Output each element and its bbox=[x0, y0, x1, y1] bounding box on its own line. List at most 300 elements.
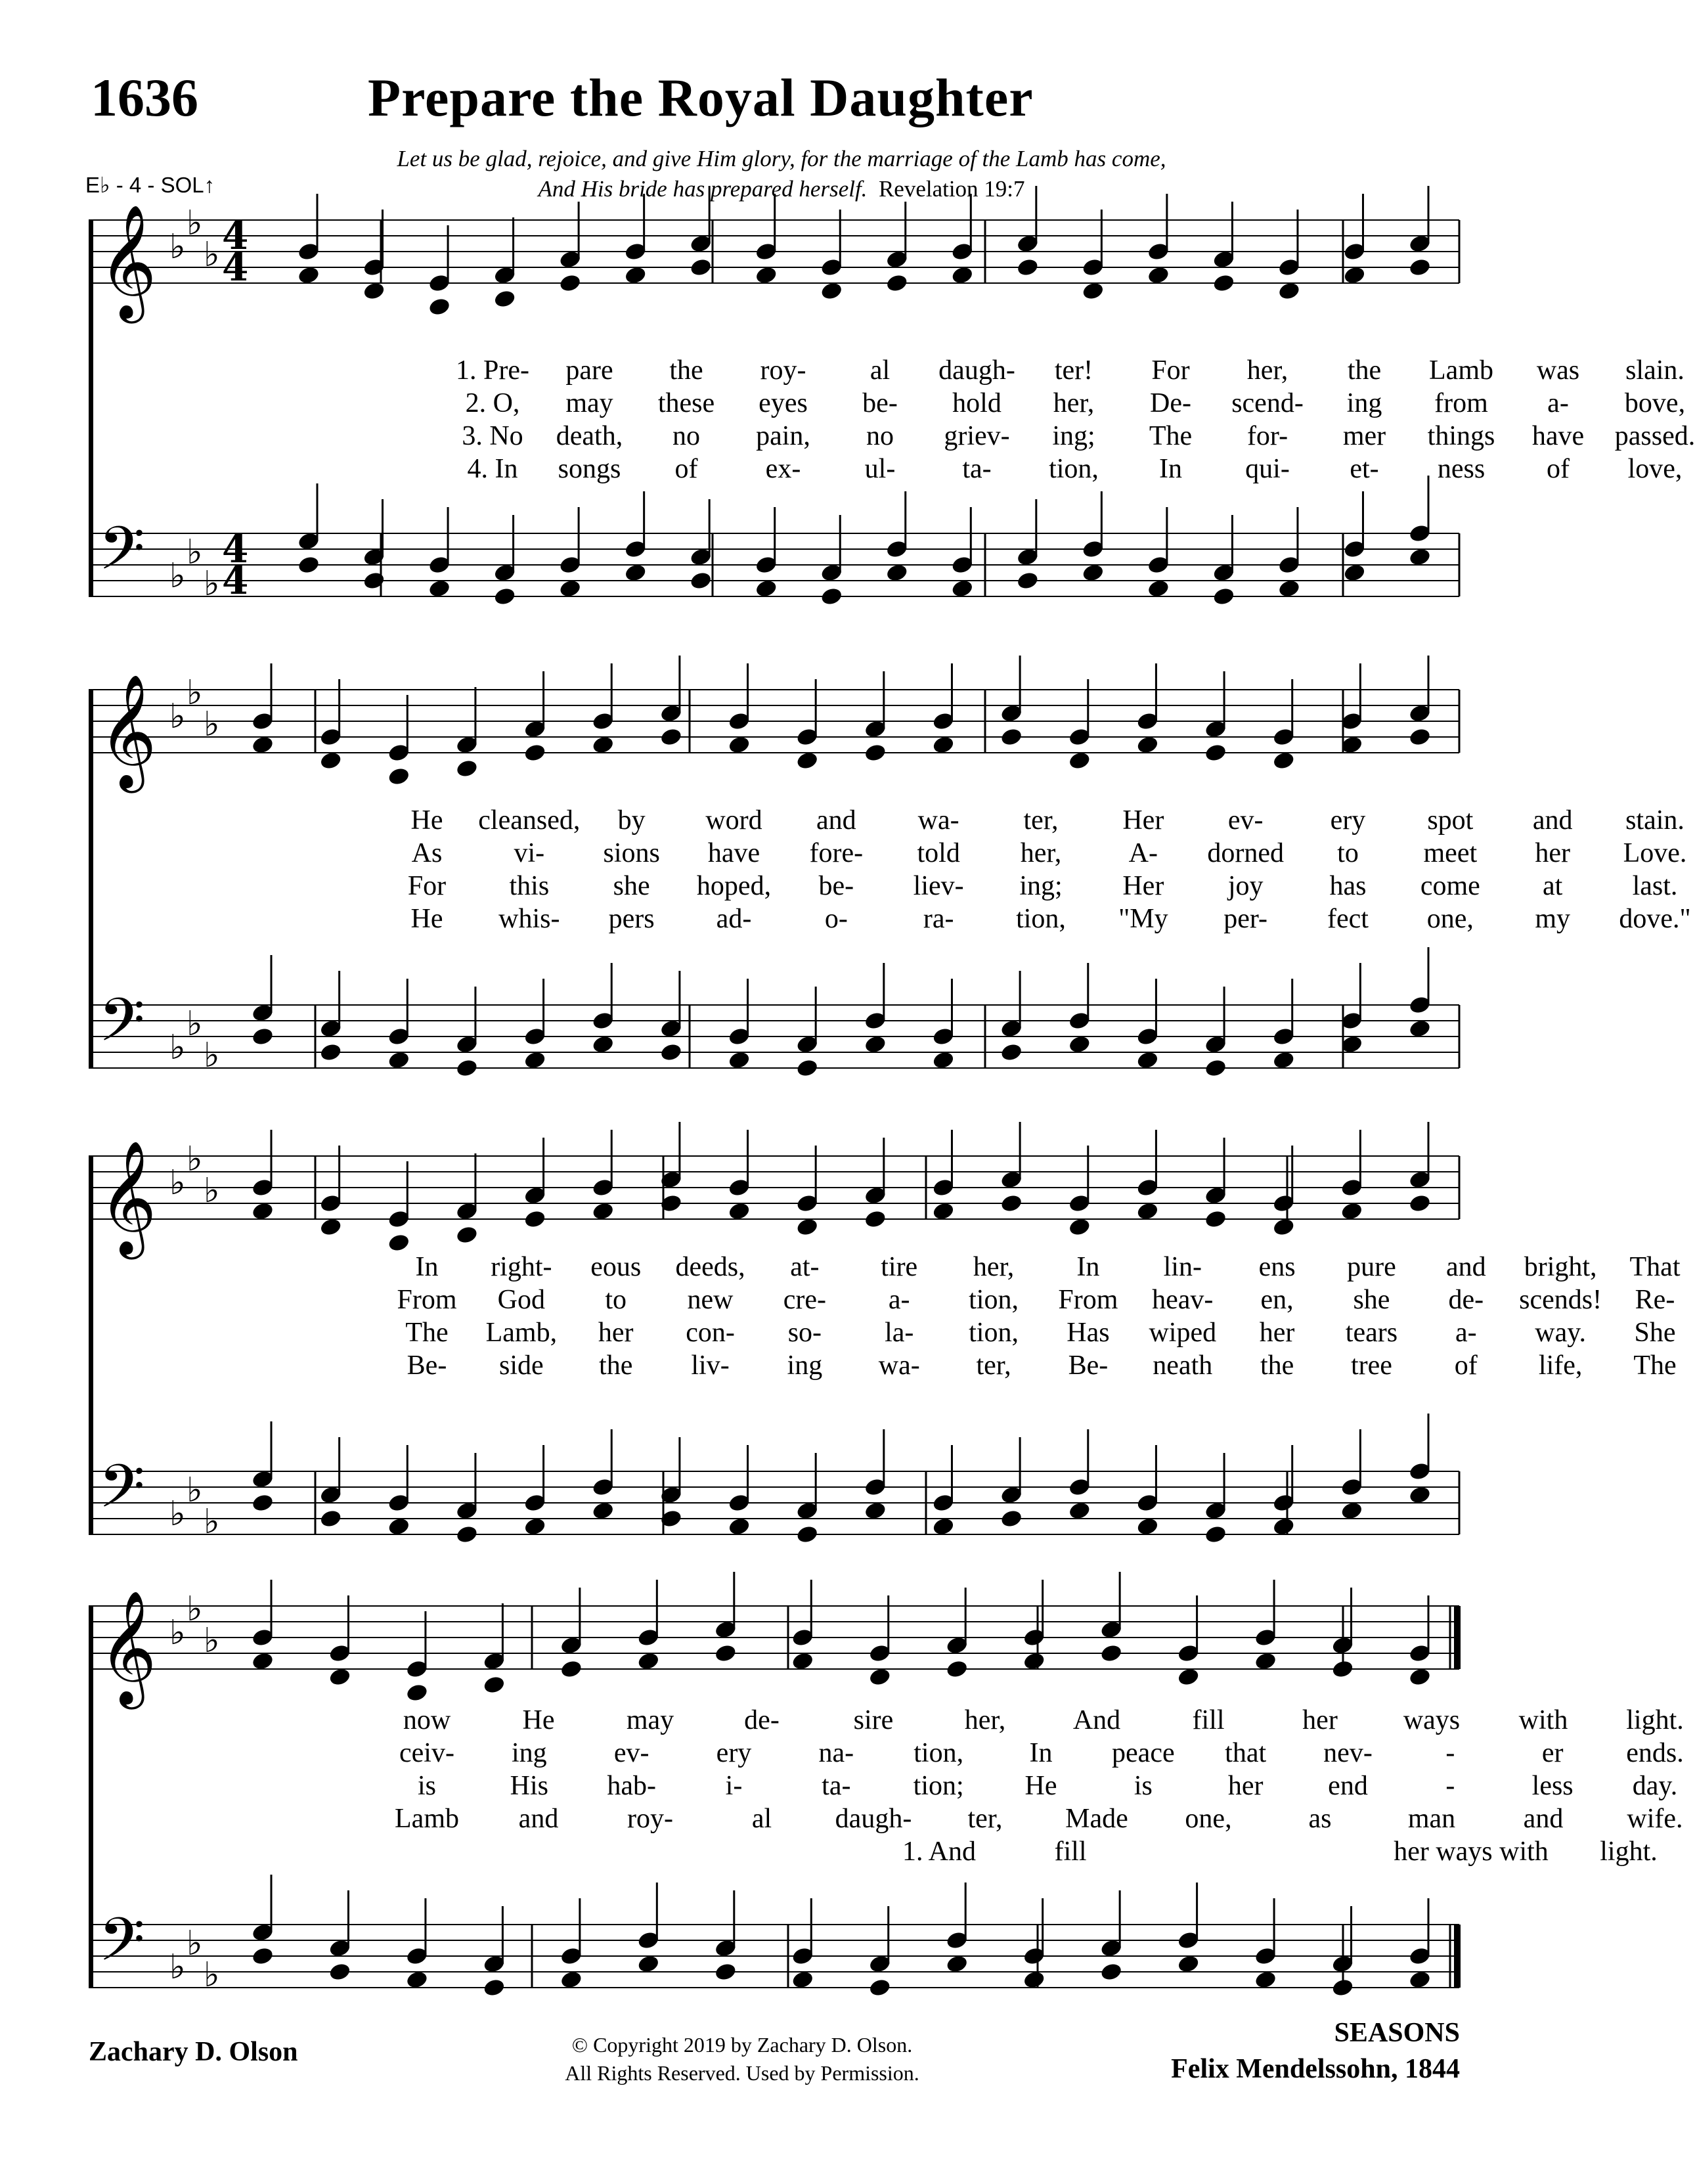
lyric-syllable: day. bbox=[1632, 1771, 1678, 1801]
lyric-syllable: As bbox=[411, 838, 443, 868]
lyric-syllable: side bbox=[499, 1350, 544, 1381]
bass-clef-icon: 𝄢 bbox=[99, 985, 145, 1069]
bass-lower-notehead bbox=[1177, 1954, 1200, 1974]
alto-notehead bbox=[1068, 1217, 1091, 1237]
lyric-syllable: tire bbox=[881, 1252, 918, 1282]
alto-notehead bbox=[591, 735, 615, 755]
lyric-syllable: qui- bbox=[1245, 454, 1290, 484]
lyric-syllable: He bbox=[410, 904, 443, 934]
alto-notehead bbox=[1272, 1217, 1296, 1237]
bass-lower-notehead bbox=[689, 571, 713, 591]
lyric-syllable: end bbox=[1328, 1771, 1368, 1801]
lyric-syllable: and bbox=[816, 805, 856, 836]
lyric-syllable: tion, bbox=[1049, 454, 1099, 484]
lyric-syllable: ery bbox=[1330, 805, 1366, 836]
bass-lower-notehead bbox=[636, 1954, 660, 1974]
alto-notehead bbox=[1016, 257, 1040, 278]
lyric-syllable: eyes bbox=[759, 388, 808, 418]
alto-notehead bbox=[1408, 727, 1432, 747]
alto-notehead bbox=[1277, 281, 1301, 301]
time-signature-top: 4 bbox=[222, 213, 249, 258]
lyric-syllable: na- bbox=[818, 1738, 854, 1768]
lyric-syllable: eous bbox=[590, 1252, 642, 1282]
flat-icon: ♭ bbox=[187, 1924, 203, 1963]
lyric-syllable: so- bbox=[787, 1318, 822, 1348]
lyric-syllable: His bbox=[510, 1771, 549, 1801]
lyric-syllable: ways bbox=[1403, 1705, 1461, 1735]
lyric-syllable: fill bbox=[1054, 1837, 1087, 1867]
bass-lower-notehead bbox=[328, 1962, 352, 1982]
alto-notehead bbox=[728, 1201, 751, 1222]
lyric-syllable: That bbox=[1629, 1252, 1681, 1282]
tune-name: SEASONS bbox=[1334, 2018, 1460, 2048]
lyric-syllable: ad- bbox=[716, 904, 752, 934]
lyric-syllable: stain. bbox=[1625, 805, 1684, 836]
lyric-syllable: In bbox=[1076, 1252, 1100, 1282]
flat-icon: ♭ bbox=[204, 705, 220, 744]
final-barline-thick bbox=[1454, 1925, 1461, 1988]
lyric-syllable: wa- bbox=[878, 1350, 920, 1381]
lyric-syllable: now bbox=[403, 1705, 451, 1735]
lyric-line bbox=[210, 420, 1695, 453]
bass-lower-notehead bbox=[1023, 1970, 1046, 1990]
bass-lower-notehead bbox=[560, 1970, 583, 1990]
bass-lower-notehead bbox=[755, 579, 778, 599]
lyric-syllable: vi- bbox=[514, 838, 545, 868]
alto-notehead bbox=[493, 289, 517, 309]
lyric-syllable: ter! bbox=[1054, 355, 1093, 386]
lyric-syllable: ens bbox=[1258, 1252, 1296, 1282]
lyric-syllable: ev- bbox=[613, 1738, 649, 1768]
flat-icon: ♭ bbox=[169, 1948, 186, 1987]
alto-notehead bbox=[591, 1201, 615, 1222]
lyric-syllable: ing bbox=[511, 1738, 547, 1768]
alto-notehead bbox=[328, 1667, 352, 1687]
lyric-syllable: less bbox=[1531, 1771, 1574, 1801]
lyric-line bbox=[210, 1803, 1683, 1836]
alto-notehead bbox=[1272, 751, 1296, 771]
alto-notehead bbox=[1408, 1193, 1432, 1214]
lyric-syllable: pare bbox=[565, 355, 613, 386]
alto-notehead bbox=[251, 1651, 275, 1672]
lyric-line bbox=[210, 388, 1686, 420]
lyric-syllable: dorned bbox=[1207, 838, 1284, 868]
lyric-line bbox=[210, 355, 1684, 388]
lyric-syllable: The bbox=[405, 1318, 449, 1348]
lyric-syllable: ter, bbox=[967, 1804, 1003, 1834]
lyric-syllable: come bbox=[1420, 871, 1480, 901]
bass-lower-notehead bbox=[932, 1517, 956, 1537]
alto-notehead bbox=[950, 265, 974, 286]
lyric-syllable: way. bbox=[1535, 1318, 1587, 1348]
lyric-syllable: neath bbox=[1153, 1350, 1213, 1381]
bass-lower-notehead bbox=[319, 1509, 343, 1529]
lyric-syllable: to bbox=[1337, 838, 1359, 868]
lyric-syllable: liev- bbox=[913, 871, 964, 901]
lyric-syllable: et- bbox=[1350, 454, 1379, 484]
bass-lower-notehead bbox=[558, 579, 582, 599]
lyric-syllable: and bbox=[1445, 1252, 1486, 1282]
lyric-syllable: ev- bbox=[1227, 805, 1264, 836]
lyric-syllable: and bbox=[518, 1804, 559, 1834]
bass-lower-notehead bbox=[1081, 563, 1105, 583]
lyric-syllable: tree bbox=[1350, 1350, 1392, 1381]
bass-lower-notehead bbox=[1408, 1485, 1432, 1505]
lyric-syllable: the bbox=[1347, 355, 1382, 386]
alto-notehead bbox=[885, 273, 909, 294]
system-brace bbox=[89, 690, 93, 1068]
lyric-syllable: per- bbox=[1223, 904, 1268, 934]
alto-notehead bbox=[945, 1659, 969, 1680]
alto-notehead bbox=[1331, 1659, 1355, 1680]
lyric-syllable: and bbox=[1532, 805, 1573, 836]
lyric-syllable: things bbox=[1427, 421, 1495, 451]
time-signature-bottom: 4 bbox=[222, 245, 249, 290]
scripture-reference: Revelation 19:7 bbox=[878, 176, 1025, 202]
lyric-syllable: roy- bbox=[760, 355, 806, 386]
lyric-syllable: ness bbox=[1437, 454, 1486, 484]
bass-lower-notehead bbox=[795, 1058, 819, 1079]
bass-lower-notehead bbox=[1408, 1970, 1432, 1990]
alto-notehead bbox=[714, 1643, 737, 1664]
bass-clef-icon: 𝄢 bbox=[99, 514, 145, 598]
alto-notehead bbox=[405, 1683, 429, 1703]
lyric-line bbox=[210, 1317, 1676, 1350]
lyric-syllable: scend- bbox=[1231, 388, 1304, 418]
lyric-syllable: be- bbox=[862, 388, 898, 418]
lyric-syllable: "My bbox=[1118, 904, 1168, 934]
bass-lower-notehead bbox=[455, 1525, 479, 1545]
lyric-syllable: tion, bbox=[1016, 904, 1066, 934]
lyric-syllable: dove." bbox=[1619, 904, 1691, 934]
lyric-syllable: one, bbox=[1185, 1804, 1232, 1834]
bass-lower-notehead bbox=[405, 1970, 429, 1990]
lyric-syllable: bove, bbox=[1624, 388, 1686, 418]
tune-info bbox=[1171, 2015, 1460, 2087]
lyric-syllable: the bbox=[599, 1350, 633, 1381]
alto-notehead bbox=[1340, 1201, 1363, 1222]
lyric-syllable: ul- bbox=[864, 454, 896, 484]
bass-lower-notehead bbox=[1408, 547, 1432, 568]
lyric-syllable: He bbox=[410, 805, 443, 836]
lyric-syllable: ery bbox=[716, 1738, 752, 1768]
bass-lower-notehead bbox=[1212, 587, 1236, 607]
lyric-syllable: wa- bbox=[917, 805, 959, 836]
bass-lower-notehead bbox=[868, 1978, 892, 1998]
lyric-syllable: these bbox=[657, 388, 715, 418]
alto-notehead bbox=[1343, 265, 1367, 286]
key-signature-label: E♭ - 4 - SOL↑ bbox=[85, 173, 215, 197]
lyric-syllable: she bbox=[613, 871, 650, 901]
final-barline-thick bbox=[1454, 1606, 1461, 1669]
lyric-syllable: a- bbox=[1455, 1318, 1477, 1348]
lyric-syllable: ing bbox=[787, 1350, 823, 1381]
lyric-syllable: sions bbox=[603, 838, 660, 868]
alto-notehead bbox=[624, 265, 648, 286]
lyric-syllable: by bbox=[617, 805, 646, 836]
bass-lower-notehead bbox=[1068, 1501, 1091, 1521]
lyric-syllable: liv- bbox=[691, 1350, 730, 1381]
bass-lower-notehead bbox=[387, 1517, 410, 1537]
lyric-syllable: no bbox=[866, 421, 894, 451]
lyric-line bbox=[210, 1284, 1675, 1317]
lyric-syllable: He bbox=[522, 1705, 555, 1735]
bass-lower-notehead bbox=[251, 1946, 275, 1967]
lyric-line bbox=[210, 837, 1687, 870]
lyric-syllable: The bbox=[1149, 421, 1193, 451]
lyric-syllable: fect bbox=[1327, 904, 1369, 934]
alto-notehead bbox=[820, 281, 843, 301]
lyric-syllable: wife. bbox=[1627, 1804, 1683, 1834]
bass-lower-notehead bbox=[1068, 1035, 1091, 1055]
lyric-syllable: ceiv- bbox=[399, 1738, 454, 1768]
lyric-syllable: 1. And bbox=[902, 1837, 977, 1867]
lyric-syllable: pain, bbox=[756, 421, 810, 451]
copyright-line-1: © Copyright 2019 by Zachary D. Olson. bbox=[571, 2033, 913, 2057]
flat-icon: ♭ bbox=[169, 1494, 186, 1534]
lyric-syllable: one, bbox=[1426, 904, 1474, 934]
lyric-syllable: with bbox=[1518, 1705, 1568, 1735]
lyric-syllable: of bbox=[1547, 454, 1570, 484]
bass-lower-notehead bbox=[251, 1027, 275, 1047]
alto-notehead bbox=[558, 273, 582, 294]
alto-notehead bbox=[1136, 1201, 1160, 1222]
lyric-syllable: hoped, bbox=[696, 871, 772, 901]
bass-lower-notehead bbox=[493, 587, 517, 607]
bass-lower-notehead bbox=[728, 1517, 751, 1537]
lyric-line bbox=[210, 1770, 1678, 1803]
lyric-syllable: that bbox=[1225, 1738, 1267, 1768]
lyric-syllable: her, bbox=[973, 1252, 1015, 1282]
alto-notehead bbox=[455, 759, 479, 779]
lyric-line bbox=[210, 1251, 1681, 1284]
alto-notehead bbox=[428, 297, 451, 317]
lyric-syllable: For bbox=[1151, 355, 1190, 386]
lyric-syllable: her bbox=[1302, 1705, 1338, 1735]
lyric-syllable: is bbox=[417, 1771, 437, 1801]
bass-lower-notehead bbox=[820, 587, 843, 607]
lyric-syllable: Lamb, bbox=[485, 1318, 558, 1348]
bass-lower-notehead bbox=[624, 563, 648, 583]
alto-notehead bbox=[251, 735, 275, 755]
flat-icon: ♭ bbox=[187, 1471, 203, 1510]
alto-notehead bbox=[523, 743, 547, 763]
alto-notehead bbox=[1023, 1651, 1046, 1672]
lyric-syllable: the bbox=[1260, 1350, 1294, 1381]
alto-notehead bbox=[1000, 727, 1023, 747]
flat-icon: ♭ bbox=[204, 1502, 220, 1542]
lyric-syllable: roy- bbox=[627, 1804, 673, 1834]
lyric-syllable: her, bbox=[1053, 388, 1095, 418]
lyric-syllable: peace bbox=[1112, 1738, 1175, 1768]
lyric-syllable: ends. bbox=[1626, 1738, 1684, 1768]
lyric-syllable: wiped bbox=[1149, 1318, 1217, 1348]
lyric-syllable: was bbox=[1536, 355, 1580, 386]
bass-lower-notehead bbox=[387, 1050, 410, 1071]
lyric-line bbox=[210, 903, 1691, 936]
bass-lower-notehead bbox=[455, 1058, 479, 1079]
alto-notehead bbox=[868, 1667, 892, 1687]
lyric-syllable: tion; bbox=[913, 1771, 964, 1801]
alto-notehead bbox=[864, 1209, 887, 1230]
bass-lower-notehead bbox=[864, 1501, 887, 1521]
alto-notehead bbox=[689, 257, 713, 278]
lyric-syllable: may bbox=[565, 388, 613, 418]
lyric-syllable: o- bbox=[824, 904, 848, 934]
lyric-syllable: i- bbox=[725, 1771, 743, 1801]
flat-icon: ♭ bbox=[204, 235, 220, 275]
lyricist: Zachary D. Olson bbox=[89, 2037, 298, 2067]
bass-lower-notehead bbox=[251, 1493, 275, 1513]
alto-notehead bbox=[1408, 257, 1432, 278]
lyric-syllable: 2. O, bbox=[465, 388, 520, 418]
bass-lower-notehead bbox=[1343, 563, 1367, 583]
alto-notehead bbox=[1254, 1651, 1277, 1672]
lyric-syllable: the bbox=[669, 355, 703, 386]
lyric-syllable: fore- bbox=[809, 838, 864, 868]
lyric-syllable: cre- bbox=[783, 1285, 827, 1315]
lyric-syllable: to bbox=[605, 1285, 627, 1315]
lyric-syllable: her, bbox=[1020, 838, 1062, 868]
lyric-syllable: her bbox=[1259, 1318, 1295, 1348]
lyric-line bbox=[210, 1836, 1658, 1869]
lyric-line bbox=[210, 870, 1678, 903]
lyric-syllable: con- bbox=[686, 1318, 735, 1348]
system-brace bbox=[89, 1606, 93, 1988]
bass-lower-notehead bbox=[1016, 571, 1040, 591]
bass-clef-icon: 𝄢 bbox=[99, 1452, 145, 1536]
hymn-title: Prepare the Royal Daughter bbox=[368, 68, 1034, 127]
alto-notehead bbox=[297, 265, 320, 286]
bass-lower-notehead bbox=[1099, 1962, 1123, 1982]
lyric-syllable: She bbox=[1634, 1318, 1676, 1348]
lyric-syllable: right- bbox=[491, 1252, 552, 1282]
lyric-syllable: ra- bbox=[923, 904, 954, 934]
bass-lower-notehead bbox=[1408, 1019, 1432, 1039]
lyric-syllable: ex- bbox=[765, 454, 801, 484]
lyric-syllable: her ways with bbox=[1394, 1837, 1549, 1867]
lyric-line bbox=[210, 1737, 1684, 1770]
lyric-syllable: told bbox=[917, 838, 960, 868]
flat-icon: ♭ bbox=[169, 1163, 186, 1203]
lyric-syllable: a- bbox=[1547, 388, 1569, 418]
bass-lower-notehead bbox=[1272, 1517, 1296, 1537]
alto-notehead bbox=[728, 735, 751, 755]
bass-lower-notehead bbox=[864, 1035, 887, 1055]
bass-clef-icon: 𝄢 bbox=[99, 1905, 145, 1989]
flat-icon: ♭ bbox=[187, 1140, 203, 1179]
lyric-syllable: ter, bbox=[1023, 805, 1059, 836]
lyric-syllable: lin- bbox=[1163, 1252, 1202, 1282]
lyric-syllable: mer bbox=[1342, 421, 1386, 451]
bass-lower-notehead bbox=[1277, 579, 1301, 599]
lyric-syllable: man bbox=[1407, 1804, 1456, 1834]
lyric-syllable: en, bbox=[1260, 1285, 1294, 1315]
alto-notehead bbox=[1177, 1667, 1200, 1687]
bass-lower-notehead bbox=[428, 579, 451, 599]
lyric-syllable: daugh- bbox=[835, 1804, 912, 1834]
lyric-syllable: at bbox=[1543, 871, 1563, 901]
system-brace bbox=[89, 1156, 93, 1534]
copyright-line-2: All Rights Reserved. Used by Permission. bbox=[565, 2061, 919, 2085]
lyric-syllable: De- bbox=[1150, 388, 1191, 418]
lyric-syllable: Her bbox=[1122, 805, 1164, 836]
copyright-notice bbox=[460, 2031, 1024, 2087]
alto-notehead bbox=[636, 1651, 660, 1672]
flat-icon: ♭ bbox=[204, 1036, 220, 1075]
lyric-syllable: Be- bbox=[1068, 1350, 1109, 1381]
flat-icon: ♭ bbox=[187, 1590, 203, 1629]
epigraph-line-1: Let us be glad, rejoice, and give Him glory, for the marriage of the Lamb has come, bbox=[397, 146, 1166, 171]
bass-lower-notehead bbox=[1204, 1525, 1227, 1545]
lyric-syllable: tion, bbox=[969, 1285, 1019, 1315]
flat-icon: ♭ bbox=[169, 556, 186, 596]
lyric-syllable: Made bbox=[1065, 1804, 1128, 1834]
lyric-syllable: spot bbox=[1427, 805, 1474, 836]
time-signature-top: 4 bbox=[222, 527, 249, 571]
lyric-syllable: la- bbox=[885, 1318, 914, 1348]
lyric-syllable: light. bbox=[1626, 1705, 1684, 1735]
bass-lower-notehead bbox=[319, 1042, 343, 1063]
lyric-syllable: Love. bbox=[1623, 838, 1687, 868]
lyric-syllable: slain. bbox=[1625, 355, 1684, 386]
lyric-syllable: pure bbox=[1347, 1252, 1396, 1282]
alto-notehead bbox=[795, 1217, 819, 1237]
lyric-syllable: pers bbox=[608, 904, 655, 934]
bass-lower-notehead bbox=[1331, 1978, 1355, 1998]
lyric-syllable: Be- bbox=[407, 1350, 447, 1381]
bass-lower-notehead bbox=[945, 1954, 969, 1974]
alto-notehead bbox=[523, 1209, 547, 1230]
lyric-syllable: fill bbox=[1192, 1705, 1225, 1735]
alto-notehead bbox=[1204, 1209, 1227, 1230]
lyric-syllable: In bbox=[1159, 454, 1182, 484]
bass-lower-notehead bbox=[1136, 1517, 1160, 1537]
lyric-syllable: From bbox=[397, 1285, 457, 1315]
lyric-syllable: 1. Pre- bbox=[456, 355, 529, 386]
bass-lower-notehead bbox=[1340, 1501, 1363, 1521]
treble-clef-icon: 𝄞 bbox=[99, 1590, 157, 1705]
bass-lower-notehead bbox=[932, 1050, 956, 1071]
bass-lower-notehead bbox=[885, 563, 909, 583]
bass-lower-notehead bbox=[714, 1962, 737, 1982]
system-brace bbox=[89, 220, 93, 596]
alto-notehead bbox=[1081, 281, 1105, 301]
lyric-syllable: meet bbox=[1423, 838, 1478, 868]
lyric-syllable: death, bbox=[556, 421, 623, 451]
lyric-syllable: Has bbox=[1067, 1318, 1110, 1348]
treble-clef-icon: 𝄞 bbox=[99, 204, 157, 319]
lyric-syllable: He bbox=[1024, 1771, 1057, 1801]
bass-lower-notehead bbox=[483, 1978, 506, 1998]
lyric-syllable: be- bbox=[818, 871, 854, 901]
bass-lower-notehead bbox=[950, 579, 974, 599]
lyric-syllable: new bbox=[687, 1285, 734, 1315]
lyric-syllable: al bbox=[870, 355, 891, 386]
lyric-syllable: deeds, bbox=[675, 1252, 745, 1282]
alto-notehead bbox=[363, 281, 386, 301]
epigraph-text: And His bride has prepared herself. bbox=[538, 176, 868, 202]
flat-icon: ♭ bbox=[169, 227, 186, 267]
lyric-syllable: her bbox=[598, 1318, 634, 1348]
lyric-syllable: is bbox=[1134, 1771, 1153, 1801]
lyric-syllable: as bbox=[1308, 1804, 1332, 1834]
lyric-syllable: 4. In bbox=[467, 454, 518, 484]
lyric-syllable: sire bbox=[853, 1705, 894, 1735]
bass-lower-notehead bbox=[791, 1970, 814, 1990]
bass-lower-notehead bbox=[1147, 579, 1170, 599]
lyric-syllable: Lamb bbox=[395, 1804, 459, 1834]
